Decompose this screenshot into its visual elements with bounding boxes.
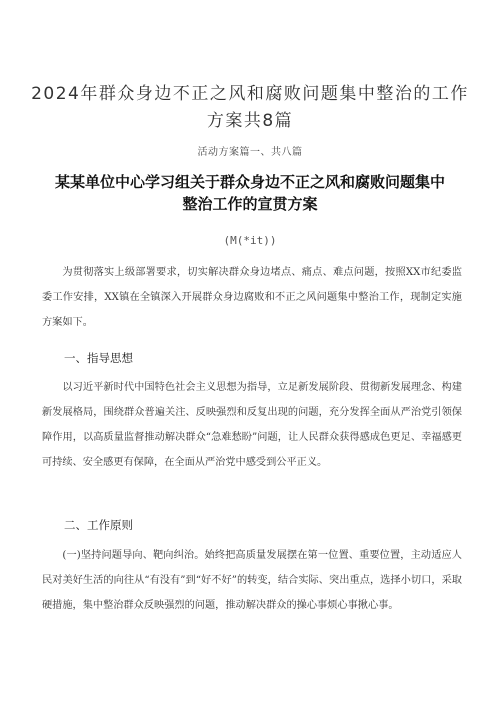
document-title: 2024年群众身边不正之风和腐败问题集中整治的工作方案共8篇 xyxy=(31,84,469,132)
plan-heading: 某某单位中心学习组关于群众身边不正之风和腐败问题集中整治工作的宣贯方案 xyxy=(54,173,445,213)
section-heading-work-principles: 二、工作原则 xyxy=(64,518,133,532)
section-paragraph-work-principles: (一)坚持问题导向、靶向纠治。始终把高质量发展摆在第一位置、重要位置，主动适应人民对美好生活的向往从“有没有”到“好不好”的转变，结合实际、突出重点，选择小切口，采取硬措施，集中整治群众反映强烈的问题，推动解决群众的操心事烦心事揪心事。 xyxy=(42,550,462,611)
section-heading-guiding-ideology: 一、指导思想 xyxy=(64,351,133,365)
section-paragraph-guiding-ideology: 以习近平新时代中国特色社会主义思想为指导，立足新发展阶段、贯彻新发展理念、构建新发展格局，围绕群众普遍关注、反映强烈和反复出现的问题，充分发挥全面从严治党引领保障作用，以高质量监督推动解决群众“急难愁盼”问题，让人民群众获得感成色更足、幸福感更可持续、安全感更有保障，在全面从严治党中感受到公平正义。 xyxy=(42,382,462,468)
document-subtitle: 活动方案篇一、共八篇 xyxy=(197,147,303,158)
intro-paragraph: 为贯彻落实上级部署要求，切实解决群众身边堵点、痛点、难点问题，按照XX市纪委监委工作安排，XX镇在全镇深入开展群众身边腐败和不正之风问题集中整治工作，现制定实施方案如下。 xyxy=(42,267,462,328)
document-code: (M(*it)) xyxy=(223,234,277,247)
